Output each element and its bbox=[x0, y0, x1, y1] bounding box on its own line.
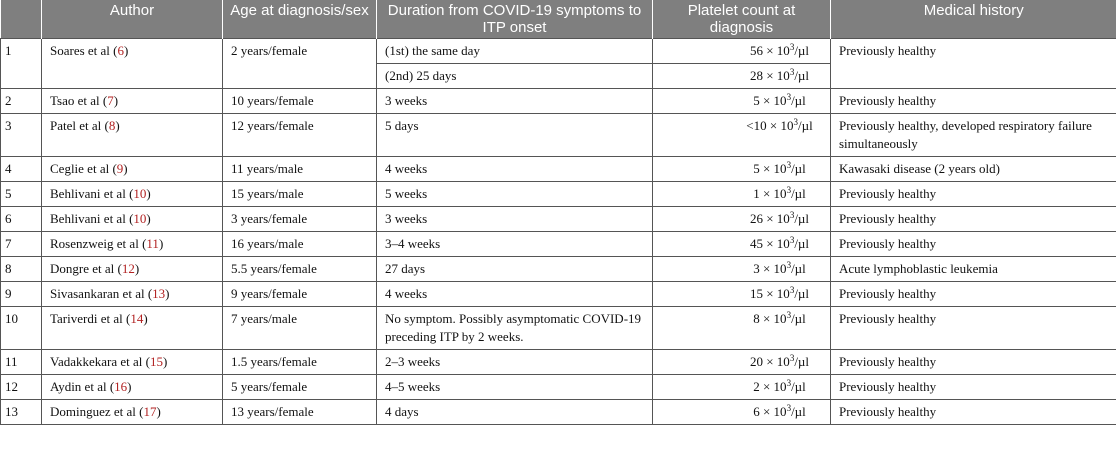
duration-cell: 4 weeks bbox=[377, 157, 653, 182]
platelet-cell: $5 \times 10^3/\mu l$ bbox=[653, 89, 831, 114]
age-sex-cell: 15 years/male bbox=[223, 182, 377, 207]
table-row bbox=[1, 375, 1116, 400]
age-sex-cell: 2 years/female bbox=[223, 39, 377, 89]
age-sex-cell: 13 years/female bbox=[223, 400, 377, 425]
row-number: 4 bbox=[1, 157, 42, 182]
duration-cell: 3 weeks bbox=[377, 89, 653, 114]
platelet-value: 1 bbox=[753, 186, 760, 201]
platelet-cell: $1 \times 10^3/\mu l$ bbox=[653, 182, 831, 207]
duration-cell: 4 weeks bbox=[377, 282, 653, 307]
reference-link[interactable]: 10 bbox=[133, 211, 147, 226]
reference-link[interactable]: 8 bbox=[108, 118, 116, 133]
duration-cell: 4 days bbox=[377, 400, 653, 425]
row-number: 1 bbox=[1, 39, 42, 89]
author-name: Patel et al bbox=[50, 118, 102, 133]
age-sex-cell: 5.5 years/female bbox=[223, 257, 377, 282]
table-row bbox=[1, 207, 1116, 232]
table-row bbox=[1, 114, 1116, 157]
age-sex-cell: 16 years/male bbox=[223, 232, 377, 257]
table-row bbox=[1, 307, 1116, 350]
header-age: Age at diagnosis/sex bbox=[223, 0, 377, 39]
platelet-cell: $5 \times 10^3/\mu l$ bbox=[653, 157, 831, 182]
reference-link[interactable]: 7 bbox=[107, 93, 114, 108]
age-sex-cell: 7 years/male bbox=[223, 307, 377, 350]
duration-cell: 3 weeks bbox=[377, 207, 653, 232]
table-row bbox=[1, 39, 1116, 64]
age-sex-cell: 5 years/female bbox=[223, 375, 377, 400]
author-name: Dominguez et al bbox=[50, 404, 136, 419]
author-name: Behlivani et al bbox=[50, 186, 126, 201]
reference-link[interactable]: 14 bbox=[130, 311, 144, 326]
platelet-cell: $45 \times 10^3/\mu l$ bbox=[653, 232, 831, 257]
history-cell: Previously healthy bbox=[831, 232, 1116, 257]
header-row bbox=[1, 0, 1116, 39]
author-cell: Vadakkekara et al (15) bbox=[42, 350, 223, 375]
platelet-value: 15 bbox=[749, 286, 763, 301]
reference-link[interactable]: 11 bbox=[146, 236, 159, 251]
author-cell: Soares et al (6) bbox=[42, 39, 223, 89]
age-sex-cell: 3 years/female bbox=[223, 207, 377, 232]
platelet-value: 20 bbox=[749, 354, 763, 369]
row-number: 7 bbox=[1, 232, 42, 257]
history-cell: Previously healthy bbox=[831, 207, 1116, 232]
platelet-value: 2 bbox=[753, 379, 760, 394]
author-name: Tariverdi et al bbox=[50, 311, 123, 326]
history-cell: Previously healthy bbox=[831, 400, 1116, 425]
row-number: 10 bbox=[1, 307, 42, 350]
platelet-cell: $28 \times 10^3/\mu l$ bbox=[653, 64, 831, 89]
duration-cell: 27 days bbox=[377, 257, 653, 282]
author-cell: Behlivani et al (10) bbox=[42, 182, 223, 207]
platelet-cell: $15 \times 10^3/\mu l$ bbox=[653, 282, 831, 307]
author-cell: Behlivani et al (10) bbox=[42, 207, 223, 232]
age-sex-cell: 10 years/female bbox=[223, 89, 377, 114]
reference-link[interactable]: 17 bbox=[143, 404, 157, 419]
platelet-cell: $8 \times 10^3/\mu l$ bbox=[653, 307, 831, 350]
duration-cell: 4–5 weeks bbox=[377, 375, 653, 400]
author-cell: Sivasankaran et al (13) bbox=[42, 282, 223, 307]
platelet-value: 10 bbox=[753, 118, 767, 133]
author-cell: Patel et al (8) bbox=[42, 114, 223, 157]
row-number: 3 bbox=[1, 114, 42, 157]
history-cell: Previously healthy bbox=[831, 182, 1116, 207]
table-row bbox=[1, 400, 1116, 425]
author-cell: Rosenzweig et al (11) bbox=[42, 232, 223, 257]
platelet-value: 8 bbox=[753, 311, 760, 326]
history-cell: Kawasaki disease (2 years old) bbox=[831, 157, 1116, 182]
author-cell: Dongre et al (12) bbox=[42, 257, 223, 282]
author-name: Vadakkekara et al bbox=[50, 354, 143, 369]
platelet-value: 26 bbox=[749, 211, 763, 226]
history-cell: Previously healthy bbox=[831, 375, 1116, 400]
author-name: Tsao et al bbox=[50, 93, 100, 108]
reference-link[interactable]: 16 bbox=[114, 379, 128, 394]
table-row bbox=[1, 89, 1116, 114]
author-name: Dongre et al bbox=[50, 261, 115, 276]
row-number: 5 bbox=[1, 182, 42, 207]
platelet-prefix: < bbox=[746, 118, 754, 133]
reference-link[interactable]: 9 bbox=[116, 161, 124, 176]
platelet-cell: $20 \times 10^3/\mu l$ bbox=[653, 350, 831, 375]
header-platelet: Platelet count at diagnosis bbox=[653, 0, 831, 39]
author-name: Soares et al bbox=[50, 43, 110, 58]
duration-cell: (2nd) 25 days bbox=[377, 64, 653, 89]
row-number: 12 bbox=[1, 375, 42, 400]
reference-link[interactable]: 6 bbox=[117, 43, 125, 58]
duration-cell: (1st) the same day bbox=[377, 39, 653, 64]
author-cell: Tsao et al (7) bbox=[42, 89, 223, 114]
duration-cell: 5 days bbox=[377, 114, 653, 157]
row-number: 11 bbox=[1, 350, 42, 375]
platelet-cell: $56 \times 10^3/\mu l$ bbox=[653, 39, 831, 64]
author-name: Ceglie et al bbox=[50, 161, 110, 176]
age-sex-cell: 11 years/male bbox=[223, 157, 377, 182]
author-name: Behlivani et al bbox=[50, 211, 126, 226]
reference-link[interactable]: 13 bbox=[152, 286, 166, 301]
row-number: 13 bbox=[1, 400, 42, 425]
reference-link[interactable]: 10 bbox=[133, 186, 147, 201]
duration-cell: 5 weeks bbox=[377, 182, 653, 207]
author-name: Rosenzweig et al bbox=[50, 236, 139, 251]
platelet-cell: $2 \times 10^3/\mu l$ bbox=[653, 375, 831, 400]
history-cell: Previously healthy, developed respiratory failure simultaneously bbox=[831, 114, 1116, 157]
author-name: Sivasankaran et al bbox=[50, 286, 145, 301]
platelet-cell: $3 \times 10^3/\mu l$ bbox=[653, 257, 831, 282]
header-history: Medical history bbox=[831, 0, 1116, 39]
platelet-value: 28 bbox=[749, 68, 763, 83]
platelet-cell: $26 \times 10^3/\mu l$ bbox=[653, 207, 831, 232]
platelet-cell: $<10 \times 10^3/\mu l$ bbox=[653, 114, 831, 157]
platelet-cell: $6 \times 10^3/\mu l$ bbox=[653, 400, 831, 425]
age-sex-cell: 12 years/female bbox=[223, 114, 377, 157]
duration-cell: 2–3 weeks bbox=[377, 350, 653, 375]
age-sex-cell: 1.5 years/female bbox=[223, 350, 377, 375]
platelet-value: 56 bbox=[749, 43, 763, 58]
table-row bbox=[1, 350, 1116, 375]
row-number: 8 bbox=[1, 257, 42, 282]
table-row bbox=[1, 257, 1116, 282]
header-duration: Duration from COVID-19 symptoms to ITP onset bbox=[377, 0, 653, 39]
history-cell: Previously healthy bbox=[831, 307, 1116, 350]
history-cell: Previously healthy bbox=[831, 350, 1116, 375]
table-body bbox=[1, 39, 1116, 425]
age-sex-cell: 9 years/female bbox=[223, 282, 377, 307]
author-cell: Dominguez et al (17) bbox=[42, 400, 223, 425]
platelet-value: 3 bbox=[753, 261, 760, 276]
table-row bbox=[1, 282, 1116, 307]
header-author: Author bbox=[42, 0, 223, 39]
platelet-value: 45 bbox=[749, 236, 763, 251]
table-row bbox=[1, 157, 1116, 182]
history-cell: Previously healthy bbox=[831, 89, 1116, 114]
header-num bbox=[1, 0, 42, 39]
author-cell: Aydin et al (16) bbox=[42, 375, 223, 400]
row-number: 9 bbox=[1, 282, 42, 307]
row-number: 6 bbox=[1, 207, 42, 232]
platelet-value: 6 bbox=[753, 404, 760, 419]
author-cell: Tariverdi et al (14) bbox=[42, 307, 223, 350]
reference-link[interactable]: 15 bbox=[149, 354, 163, 369]
duration-cell: No symptom. Possibly asymptomatic COVID-19 preceding ITP by 2 weeks. bbox=[377, 307, 653, 350]
platelet-value: 5 bbox=[753, 93, 760, 108]
table-row bbox=[1, 182, 1116, 207]
author-name: Aydin et al bbox=[50, 379, 107, 394]
reference-link[interactable]: 12 bbox=[121, 261, 135, 276]
history-cell: Previously healthy bbox=[831, 39, 1116, 89]
duration-cell: 3–4 weeks bbox=[377, 232, 653, 257]
row-number: 2 bbox=[1, 89, 42, 114]
table-row bbox=[1, 232, 1116, 257]
history-cell: Acute lymphoblastic leukemia bbox=[831, 257, 1116, 282]
history-cell: Previously healthy bbox=[831, 282, 1116, 307]
platelet-value: 5 bbox=[753, 161, 760, 176]
author-cell: Ceglie et al (9) bbox=[42, 157, 223, 182]
